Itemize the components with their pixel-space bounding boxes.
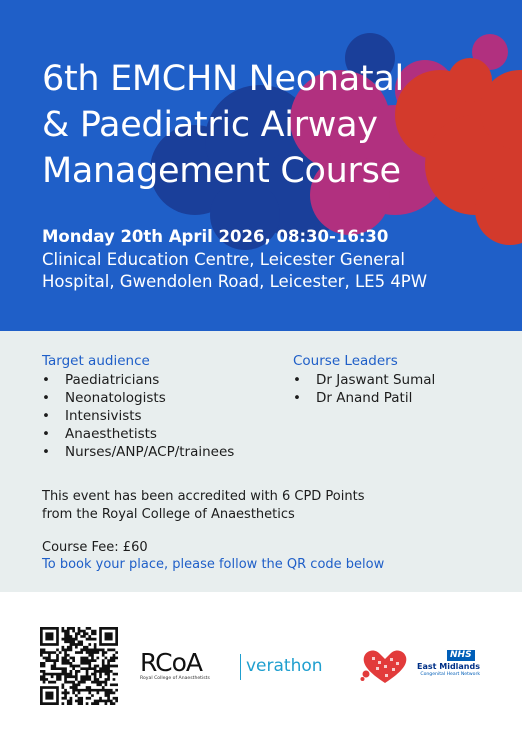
info-section <box>0 331 522 592</box>
course-title <box>42 56 512 194</box>
course-date-time: Monday 20th April 2026, 08:30-16:30 <box>42 227 389 246</box>
accreditation-line-2: from the Royal College of Anaesthetics <box>42 507 295 522</box>
logo-divider <box>240 654 241 680</box>
footer-logos <box>0 592 522 740</box>
accreditation-line-1: This event has been accredited with 6 CPD Points <box>42 489 365 504</box>
target-audience-heading: Target audience <box>42 353 150 369</box>
course-leaders-list <box>293 371 435 407</box>
venue-line-2: Hospital, Gwendolen Road, Leicester, LE5 4PW <box>42 272 428 291</box>
target-audience-list <box>42 371 234 461</box>
title-line-1: 6th EMCHN Neonatal <box>42 59 404 99</box>
list-item: • Nurses/ANP/ACP/trainees <box>42 443 234 461</box>
accreditation-text <box>42 488 482 524</box>
list-item: • Intensivists <box>42 407 234 425</box>
congenital-heart-network-label: Congenital Heart Network <box>420 672 480 677</box>
course-leaders-heading: Course Leaders <box>293 353 398 369</box>
title-line-3: Management Course <box>42 151 401 191</box>
course-fee: Course Fee: £60 <box>42 540 148 555</box>
venue-line-1: Clinical Education Centre, Leicester General <box>42 250 405 269</box>
rcoa-logo-text: Royal College of Anaesthetists <box>140 676 210 681</box>
heart-network-icon <box>360 647 410 687</box>
qr-code-icon[interactable] <box>40 627 118 705</box>
rcoa-logo <box>140 650 230 682</box>
course-venue <box>42 249 512 293</box>
list-item: • Dr Anand Patil <box>293 389 435 407</box>
header-banner <box>0 0 522 331</box>
list-item: • Anaesthetists <box>42 425 234 443</box>
booking-instructions: To book your place, please follow the QR code below <box>42 557 385 572</box>
list-item: • Dr Jaswant Sumal <box>293 371 435 389</box>
list-item: • Neonatologists <box>42 389 234 407</box>
verathon-logo: verathon <box>246 656 323 676</box>
list-item: • Paediatricians <box>42 371 234 389</box>
rcoa-logo-mark: RCoA <box>140 648 202 677</box>
title-line-2: & Paediatric Airway <box>42 105 378 145</box>
nhs-logo: NHS <box>447 650 475 661</box>
east-midlands-label: East Midlands <box>417 662 480 671</box>
